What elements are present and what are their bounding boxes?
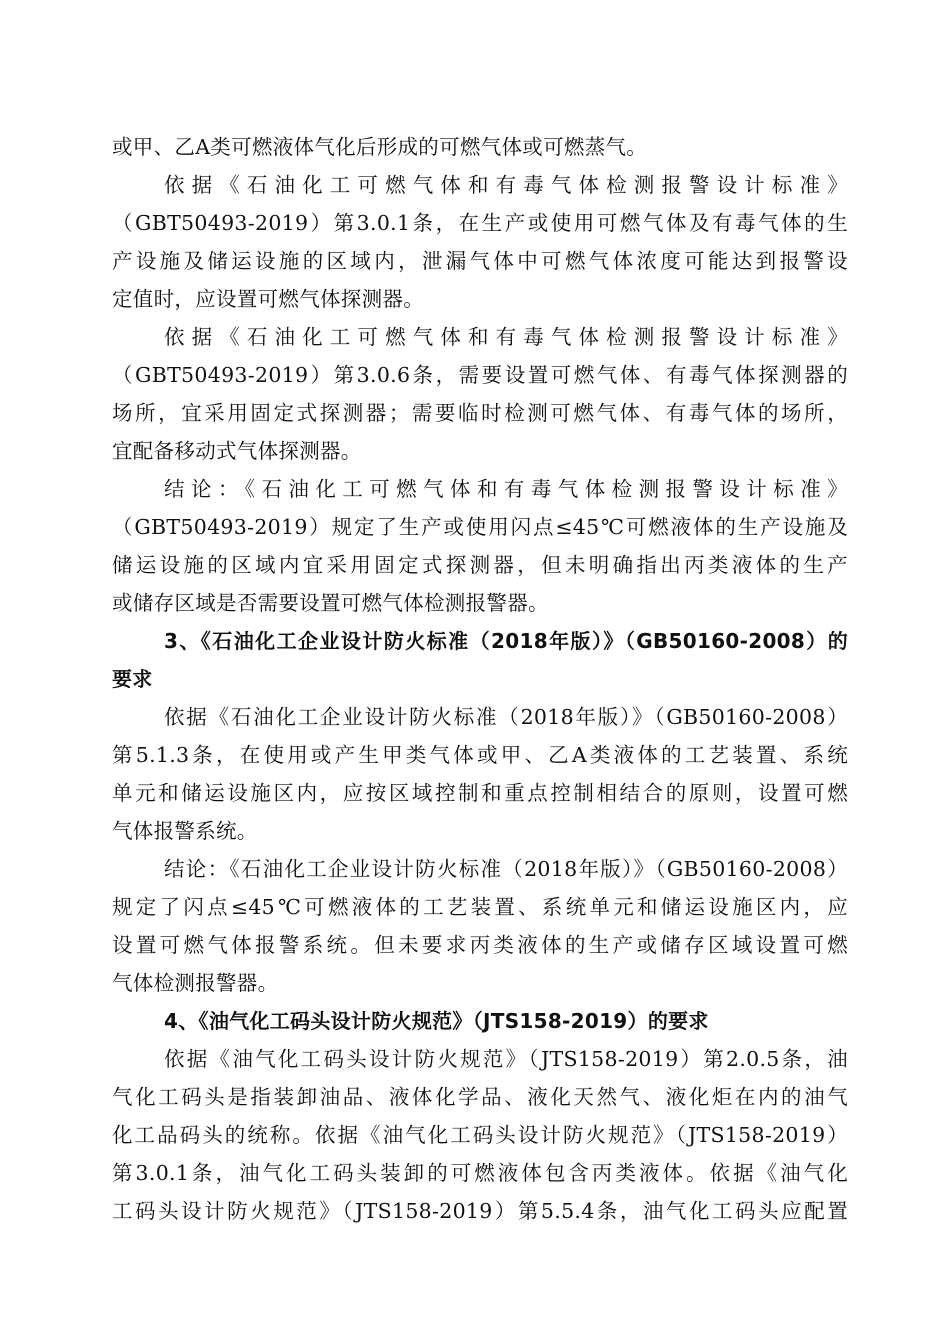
section-heading-line: 4、《油气化工码头设计防火规范》（JTS158-2019）的要求 bbox=[164, 1009, 709, 1033]
paragraph-line: 或储存区域是否需要设置可燃气体检测报警器。 bbox=[112, 591, 549, 615]
paragraph-line: 气体检测报警器。 bbox=[112, 971, 279, 995]
paragraph-line: 气化工码头是指装卸油品、液体化学品、液化天然气、液化炬在内的油气 bbox=[112, 1085, 848, 1109]
paragraph-line: 结论：《石油化工企业设计防火标准（2018年版）》（GB50160-2008） bbox=[164, 857, 848, 881]
paragraph-line: 工码头设计防火规范》（JTS158-2019）第5.5.4条，油气化工码头应配置 bbox=[112, 1199, 848, 1223]
paragraph-line: （GBT50493-2019）规定了生产或使用闪点≤45℃可燃液体的生产设施及 bbox=[112, 515, 848, 539]
paragraph-line: 或甲、乙A类可燃液体气化后形成的可燃气体或可燃蒸气。 bbox=[112, 135, 648, 159]
paragraph-line: 依据《石油化工可燃气体和有毒气体检测报警设计标准》 bbox=[164, 325, 848, 349]
document-page bbox=[112, 128, 848, 1230]
paragraph-line: 设置可燃气体报警系统。但未要求丙类液体的生产或储存区域设置可燃 bbox=[112, 933, 848, 957]
paragraph-line: 定值时，应设置可燃气体探测器。 bbox=[112, 287, 424, 311]
paragraph-line: 单元和储运设施区内，应按区域控制和重点控制相结合的原则，设置可燃 bbox=[112, 781, 848, 805]
paragraph-line: 依据《石油化工可燃气体和有毒气体检测报警设计标准》 bbox=[164, 173, 848, 197]
paragraph-line: 储运设施的区域内宜采用固定式探测器，但未明确指出丙类液体的生产 bbox=[112, 553, 848, 577]
paragraph-line: 依据《油气化工码头设计防火规范》（JTS158-2019）第2.0.5条，油 bbox=[164, 1047, 848, 1071]
paragraph-line: （GBT50493-2019）第3.0.1条，在生产或使用可燃气体及有毒气体的生 bbox=[112, 211, 848, 235]
paragraph-line: 依据《石油化工企业设计防火标准（2018年版）》（GB50160-2008） bbox=[164, 705, 848, 729]
paragraph-line: 第3.0.1条，油气化工码头装卸的可燃液体包含丙类液体。依据《油气化 bbox=[112, 1161, 848, 1185]
paragraph-line: 气体报警系统。 bbox=[112, 819, 258, 843]
paragraph-line: （GBT50493-2019）第3.0.6条，需要设置可燃气体、有毒气体探测器的 bbox=[112, 363, 848, 387]
paragraph-line: 第5.1.3条，在使用或产生甲类气体或甲、乙A类液体的工艺装置、系统 bbox=[112, 743, 848, 767]
paragraph-line: 场所，宜采用固定式探测器；需要临时检测可燃气体、有毒气体的场所， bbox=[112, 401, 848, 425]
paragraph-line: 化工品码头的统称。依据《油气化工码头设计防火规范》（JTS158-2019） bbox=[112, 1123, 848, 1147]
paragraph-line: 产设施及储运设施的区域内，泄漏气体中可燃气体浓度可能达到报警设 bbox=[112, 249, 848, 273]
paragraph-line: 结论：《石油化工可燃气体和有毒气体检测报警设计标准》 bbox=[164, 477, 848, 501]
paragraph-line: 规定了闪点≤45℃可燃液体的工艺装置、系统单元和储运设施区内，应 bbox=[112, 895, 848, 919]
section-heading-line: 3、《石油化工企业设计防火标准（2018年版）》（GB50160-2008）的 bbox=[164, 629, 848, 653]
paragraph-line: 宜配备移动式气体探测器。 bbox=[112, 439, 362, 463]
section-heading-line: 要求 bbox=[112, 667, 153, 691]
